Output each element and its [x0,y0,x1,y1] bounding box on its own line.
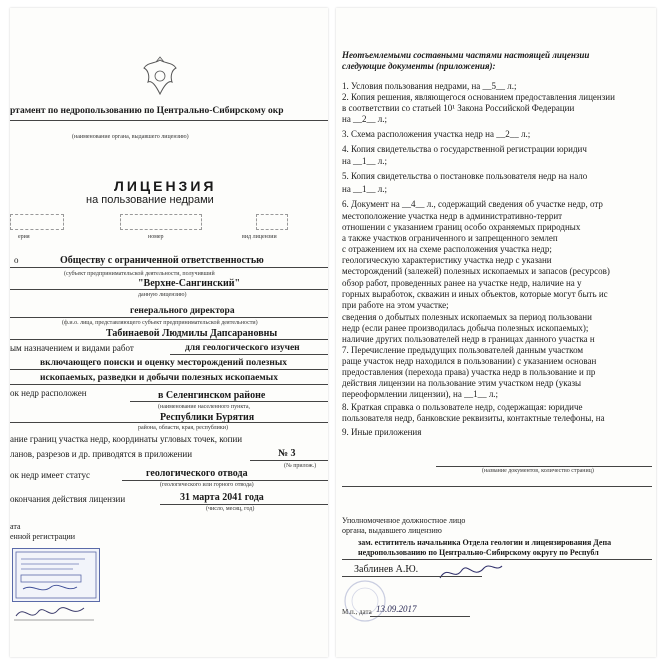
appendix-item: 1. Условия пользования недрами, на __5__ л.; [342,81,517,91]
appendix-item: 3. Схема расположения участка недр на __2__ л.; [342,129,531,139]
appendix-item: с отражением их на схеме расположения участка недр; [342,244,552,254]
location-prefix: ок недр расположен [10,388,87,398]
expiry-prefix: окончания действия лицензии [10,494,126,504]
appendix-item: 7. Перечисление предыдущих пользователей данным участком [342,345,584,355]
appendix-heading-1: Неотъемлемыми составными частями настоящей лицензии [342,50,590,60]
signer-name: Заблинев А.Ю. [354,564,419,575]
official-position-2: недропользованию по Центрально-Сибирскому округу по Республ [358,548,599,557]
registration-label-2: енной регистрации [10,532,76,541]
director-name: Табинаевой Людмилы Дапсарановны [106,328,278,339]
official-signature-icon [436,556,506,586]
borders-line-1: ание границ участка недр, координаты угловых точек, копии [10,434,243,444]
purpose-line-3: ископаемых, разведки и добычи полезных ископаемых [40,373,278,383]
series-label: ерия [18,234,30,240]
appendix-item: а также участков ограниченного и запрещенного землеп [342,233,558,243]
appendix-heading-2: следующие документы (приложения): [342,61,496,71]
kind-box [256,214,288,230]
appendix-item: в соответствии со статьей 10¹ Закона Российской Федерации [342,103,575,113]
status-prefix: ок недр имеет статус [10,470,90,480]
kind-label: вид лицензии [242,234,277,240]
appendix-item: горных выработок, скважин и иных объектов, которые могут быть ис [342,289,608,299]
appendix-item: сведения о добытых полезных ископаемых за период пользовани [342,312,592,322]
appendix-item: отношении с указанием границ особо охраняемых природных [342,222,581,232]
borders-line-2: ланов, разрезов и др. приводятся в приложении [10,449,193,459]
appendix-item: недр (если ранее производилась добыча полезных ископаемых); [342,323,589,333]
authorized-label-1: Уполномоченное должностное лицо [342,516,466,525]
expiry-value: 31 марта 2041 года [180,492,264,503]
appendix-item: 4. Копия свидетельства о государственной регистрации юридич [342,144,587,154]
appendix-item: на __1__ л.; [342,184,388,194]
official-position-1: зам. естититель начальника Отдела геологии и лицензирования Депа [358,538,612,547]
series-box [10,214,64,230]
location-value: в Селенгинском районе [158,390,266,401]
appendix-item: действия лицензии на пользование этим участком недр (указы [342,378,582,388]
license-page-right [336,8,656,657]
license-page-left [10,8,328,657]
number-label: номер [148,234,164,240]
owner-text: Обществу с ограниченной ответственностью [60,255,264,266]
registration-signature-icon [14,600,94,624]
appendix-item: на __1__ л.; [342,156,388,166]
registration-stamp [12,548,100,602]
signature-date: 13.09.2017 [376,604,417,614]
appendix-item: местоположение участка недр в административно-террит [342,211,563,221]
appendix-item: 8. Краткая справка о пользователе недр, содержащая: юридиче [342,402,583,412]
director-caption: (ф.и.о. лица, представляющего субъект предпринимательской деятельности) [62,320,258,326]
registration-label-1: ата [10,522,21,531]
appendix-item: 5. Копия свидетельства о постановке пользователя недр на нало [342,171,588,181]
purpose-line-1: для геологического изучен [185,343,300,353]
appendix-item: геологическую характеристику участка недр с указани [342,255,552,265]
seal-date-label: М.п., дата [342,608,372,616]
official-seal-icon [342,578,388,624]
appendix-item: 2. Копия решения, являющегося основанием предоставления лицензии [342,92,615,102]
license-subtitle: на пользование недрами [86,194,214,206]
owner-prefix: о [14,255,19,265]
appendix-item: 9. Иные приложения [342,427,422,437]
appendix-item: предоставления (перехода права) участка недр в пользование и пр [342,367,596,377]
coat-of-arms-icon [140,56,180,98]
purpose-line-2: включающего поиски и оценку месторождений полезных [40,358,288,368]
director-role: генерального директора [130,306,235,316]
status-caption: (геологического или горного отвода) [160,482,254,488]
appendix-item: обзор работ, проведенных ранее на участке недр, наличие на у [342,278,582,288]
appendix-number: № 3 [278,448,296,459]
republic-caption: района, области, края, республики) [138,425,228,431]
appendix-item: раще участок недр находился в пользовании) с указанием основан [342,356,597,366]
expiry-caption: (число, месяц, год) [206,506,255,512]
appendix-item: переоформлении лицензии), на __1__ л.; [342,389,499,399]
issuing-department: ртамент по недропользованию по Центрально-Сибирскому окр [10,106,284,116]
stamp-icon [15,551,97,599]
other-caption: (название документов, количество страниц) [482,468,594,474]
appendix-item: пользователя недр, банковские реквизиты, контактные телефоны, на [342,413,605,423]
appendix-item: при работе на этом участке; [342,300,449,310]
purpose-prefix: ым назначением и видами работ [10,343,134,353]
appendix-item: на __2__ л.; [342,114,388,124]
authorized-label-2: органа, выдавшего лицензию [342,526,442,535]
republic-value: Республики Бурятия [160,412,255,423]
appendix-item: 6. Документ на __4__ л., содержащий сведения об участке недр, отр [342,199,603,209]
license-title: ЛИЦЕНЗИЯ [114,178,217,194]
appendix-caption: (№ прилож.) [284,463,317,469]
company-caption: данную лицензию) [138,292,187,298]
status-value: геологического отвода [146,468,248,479]
owner-caption: (субъект предпринимательской деятельности, получивший [64,271,215,277]
appendix-item: наличие других пользователей недр в границах данного участка н [342,334,595,344]
number-box [120,214,202,230]
location-caption: (наименование населенного пункта, [158,404,251,410]
company-name: "Верхне-Сангинский" [138,278,241,289]
department-caption: (наименование органа, выдавшего лицензию) [72,134,189,140]
appendix-item: месторождений (залежей) полезных ископаемых и запасов (ресурсов) [342,266,610,276]
